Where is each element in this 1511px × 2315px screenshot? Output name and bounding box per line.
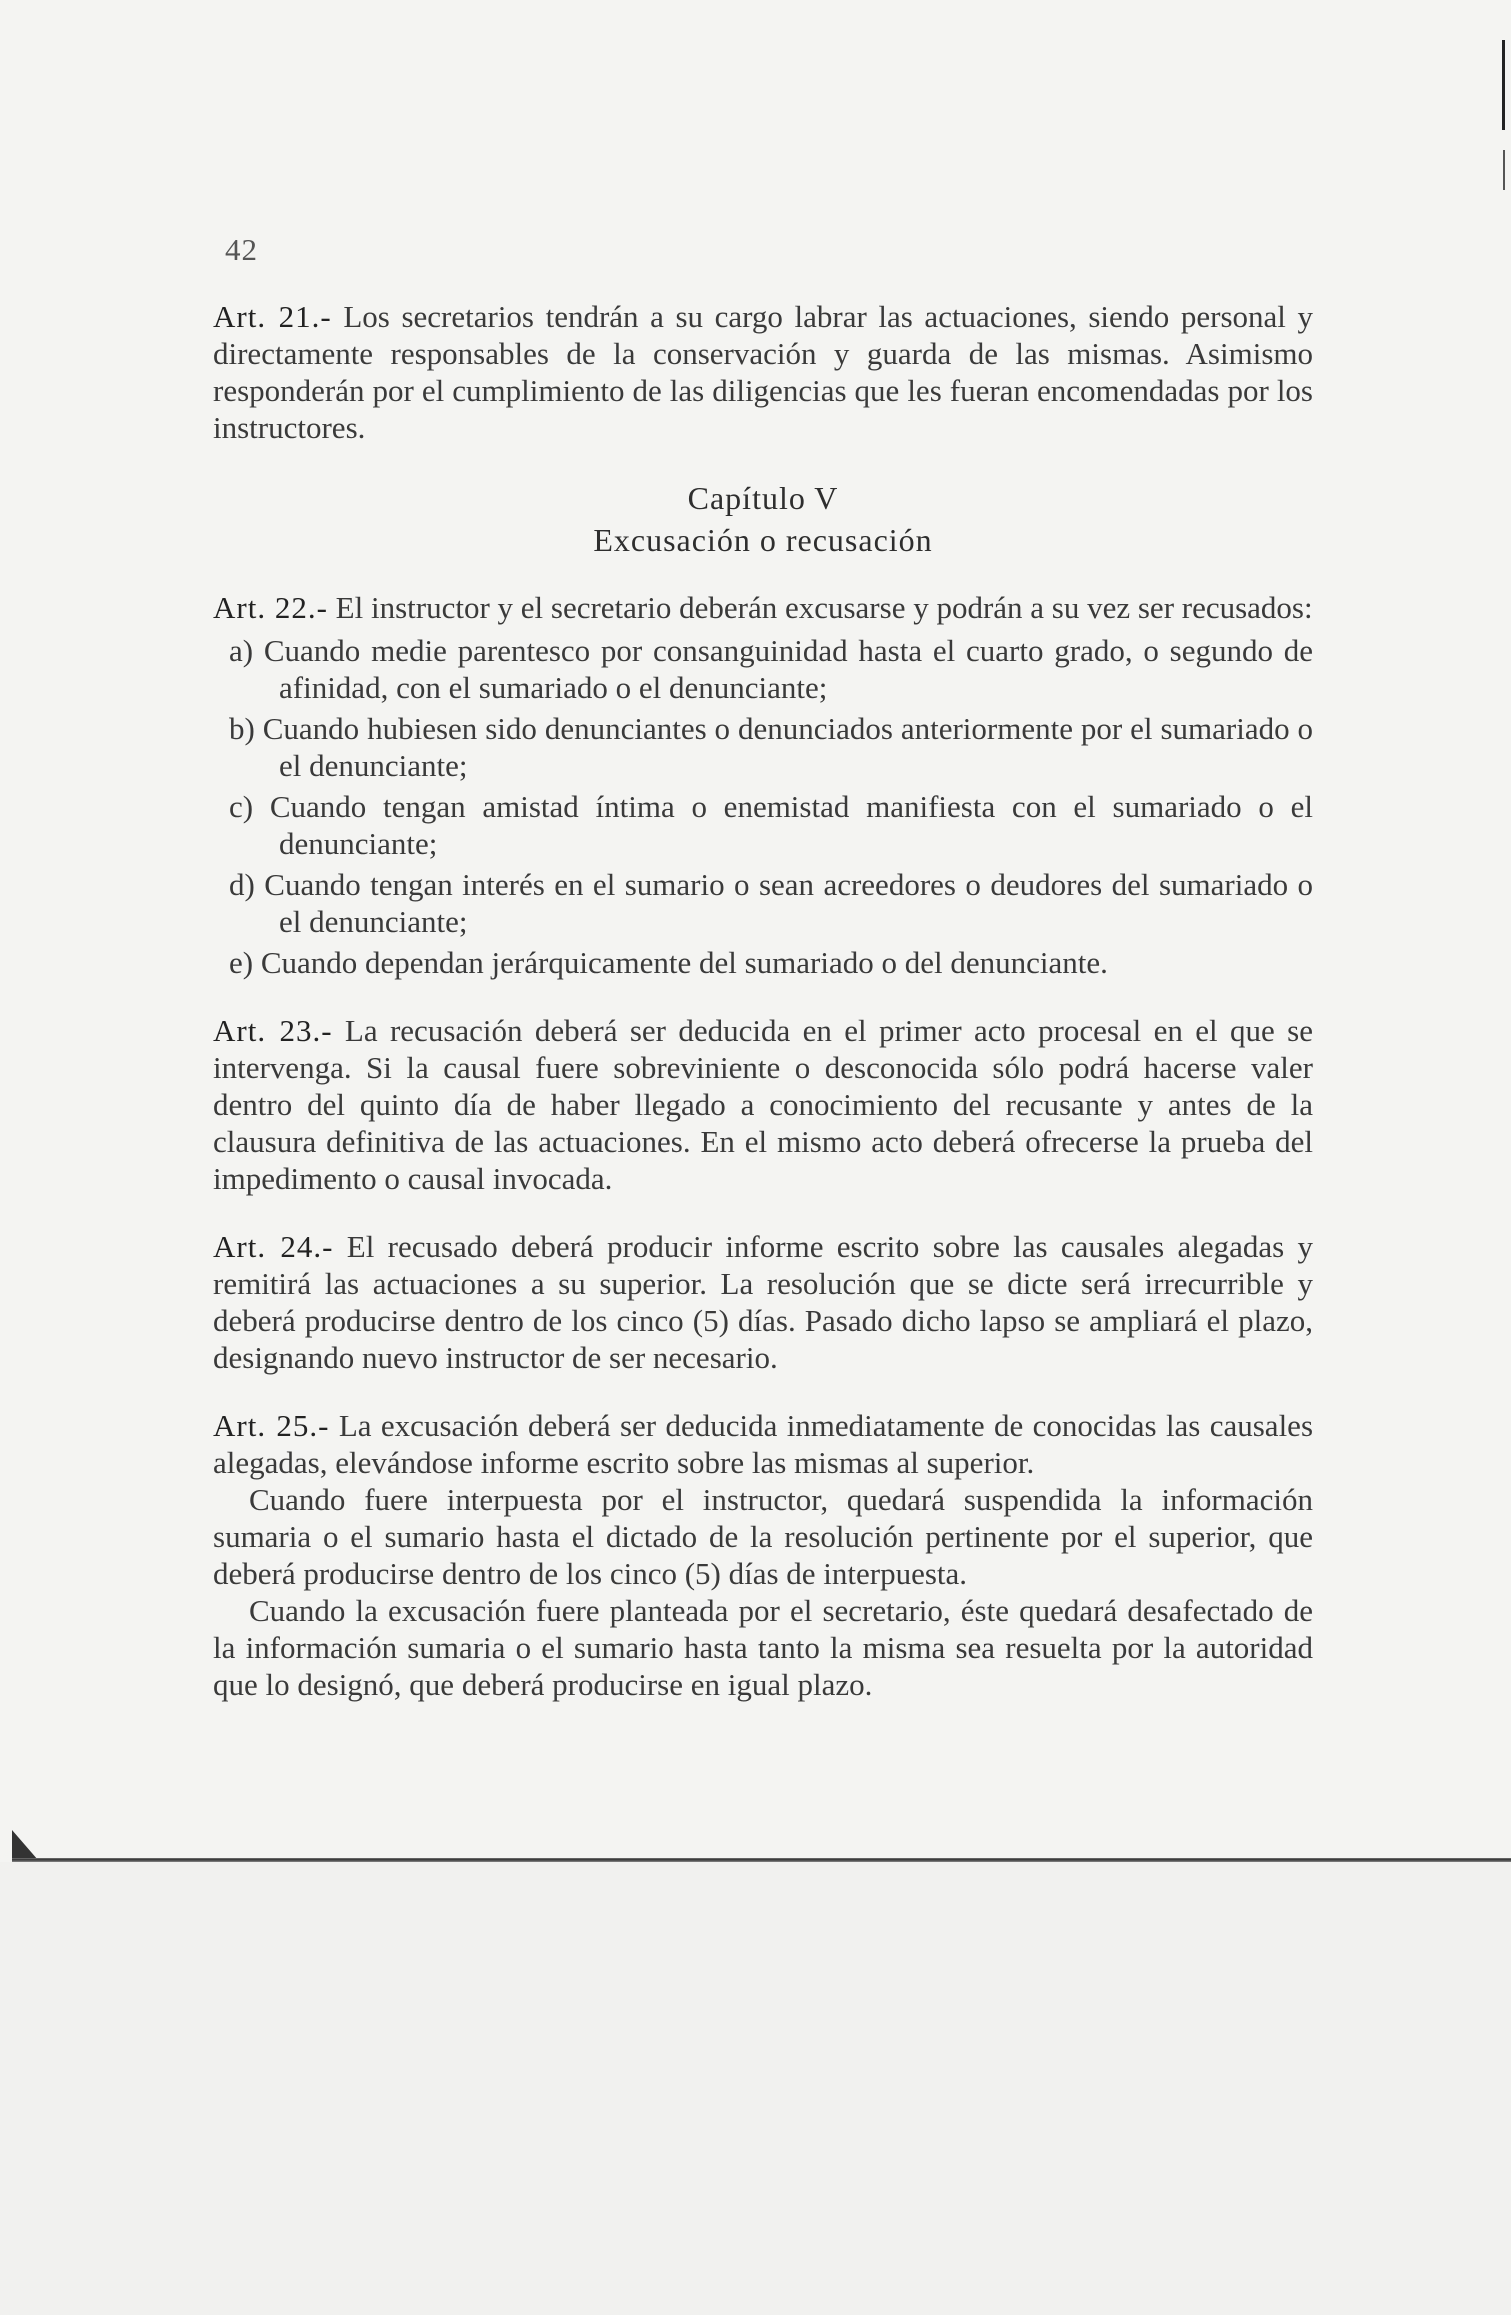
article-23 — [213, 1012, 1313, 1197]
article-label: Art. 22.- — [213, 590, 328, 625]
blank-lower-area — [0, 1862, 1511, 2315]
scan-corner-mark — [12, 1830, 38, 1860]
list-item: d) Cuando tengan interés en el sumario o sean acreedores o deudores del sumariado o el denunciante; — [229, 867, 1314, 939]
page-body — [213, 298, 1313, 1734]
article-21 — [213, 298, 1313, 446]
article-22 — [213, 589, 1313, 626]
article-label: Art. 23.- — [213, 1013, 333, 1048]
article-label: Art. 24.- — [213, 1229, 334, 1264]
scan-edge-mark-secondary — [1503, 150, 1505, 190]
chapter-number: Capítulo V — [687, 480, 839, 516]
list-item: b) Cuando hubiesen sido denunciantes o denunciados anteriormente por el sumariado o el denunciante; — [229, 711, 1313, 783]
article-text: El recusado deberá producir informe escrito sobre las causales alegadas y remitirá las actuaciones a su superior. La resolución que se dicte será irrecurrible y deberá producirse dentro de los cinco (5) días. Pasado dicho lapso se ampliará el plazo, designando nuevo instructor de ser necesario. — [213, 1229, 1313, 1375]
article-paragraph: Cuando la excusación fuere planteada por el secretario, éste quedará desafectado de la información sumaria o el sumario hasta tanto la misma sea resuelta por la autoridad que lo designó, que deberá producirse en igual plazo. — [213, 1593, 1313, 1702]
article-label: Art. 21.- — [213, 299, 332, 334]
list-item: a) Cuando medie parentesco por consanguinidad hasta el cuarto grado, o segundo de afinidad, con el sumariado o el denunciante; — [229, 633, 1313, 705]
list-item: c) Cuando tengan amistad íntima o enemistad manifiesta con el sumariado o el denunciante; — [229, 789, 1313, 861]
article-25 — [213, 1407, 1313, 1703]
page-number: 42 — [225, 232, 258, 267]
article-paragraph: Cuando fuere interpuesta por el instructor, quedará suspendida la información sumaria o el sumario hasta el dictado de la resolución pertinente por el superior, que deberá producirse dentro de los cinco (5) días de interpuesta. — [213, 1482, 1313, 1591]
article-text: Los secretarios tendrán a su cargo labrar las actuaciones, siendo personal y directamente responsables de la conservación y guarda de las mismas. Asimismo responderán por el cumplimiento de las diligencias que les fueran encomendadas por los instructores. — [213, 299, 1314, 445]
article-paragraph — [213, 1407, 1313, 1481]
article-text: La excusación deberá ser deducida inmediatamente de conocidas las causales alegadas, elevándose informe escrito sobre las mismas al superior. — [213, 1408, 1314, 1480]
article-text: La recusación deberá ser deducida en el primer acto procesal en el que se intervenga. Si la causal fuere sobreviniente o desconocida sólo podrá hacerse valer dentro del quinto día de haber llegado a conocimiento del recusante y antes de la clausura definitiva de las actuaciones. En el mismo acto deberá ofrecerse la prueba del impedimento o causal invocada. — [213, 1013, 1313, 1196]
article-label: Art. 25.- — [213, 1408, 330, 1443]
article-22-items — [213, 632, 1313, 981]
chapter-title: Excusación o recusación — [593, 522, 933, 558]
article-intro: El instructor y el secretario deberán excusarse y podrán a su vez ser recusados: — [335, 590, 1313, 625]
scan-edge-mark — [1502, 40, 1505, 130]
chapter-heading — [213, 477, 1313, 561]
list-item: e) Cuando dependan jerárquicamente del sumariado o del denunciante. — [229, 945, 1108, 980]
article-24 — [213, 1228, 1313, 1376]
